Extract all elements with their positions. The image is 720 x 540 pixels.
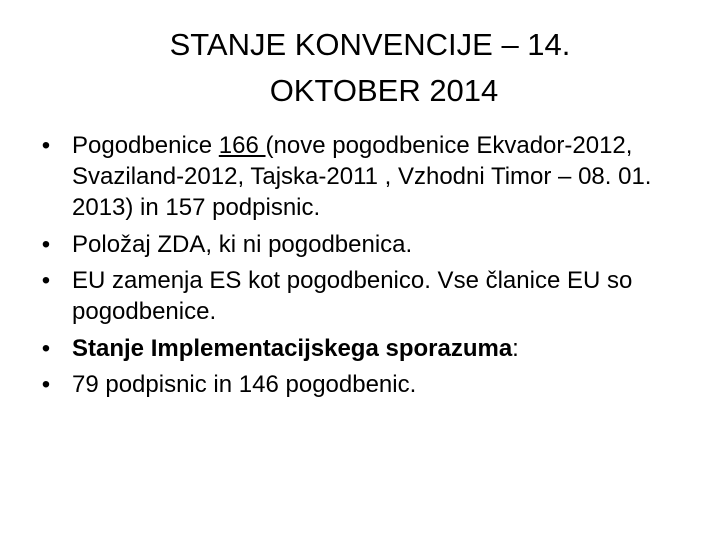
bullet-icon: •	[41, 132, 51, 159]
bullet-text-bold: Stanje Implementacijskega sporazuma	[72, 334, 513, 362]
title-line-1: STANJE KONVENCIJE – 14.	[169, 27, 571, 62]
bullet-icon: •	[41, 230, 51, 258]
bullet-text-rest: :	[512, 334, 519, 362]
bullet-item-eu	[36, 265, 686, 327]
bullet-icon: •	[41, 371, 51, 398]
bullet-text: Položaj ZDA, ki ni pogodbenica.	[72, 230, 413, 258]
bullet-icon: •	[41, 267, 51, 294]
title-line-2: OKTOBER 2014	[269, 73, 499, 108]
bullet-text-rest: (nove pogodbenice Ekvador-2012, Svaziland-2012, Tajska-2011 , Vzhodni Timor – 08. 01. 2013) in 157 podpisnic.	[72, 132, 652, 221]
bullet-item-implementation	[36, 333, 686, 364]
bullet-text: EU zamenja ES kot pogodbenico. Vse članice EU so pogodbenice.	[72, 267, 633, 325]
bullet-item-parties	[36, 130, 686, 223]
bullet-list	[36, 130, 686, 406]
bullet-item-usa	[36, 229, 686, 260]
bullet-icon: •	[41, 334, 51, 362]
bullet-text-prefix: Pogodbenice	[72, 132, 219, 159]
parties-count: 166	[218, 132, 266, 159]
bullet-item-signatories	[36, 369, 686, 400]
bullet-text: 79 podpisnic in 146 pogodbenic.	[72, 371, 417, 398]
slide-title	[140, 22, 600, 114]
